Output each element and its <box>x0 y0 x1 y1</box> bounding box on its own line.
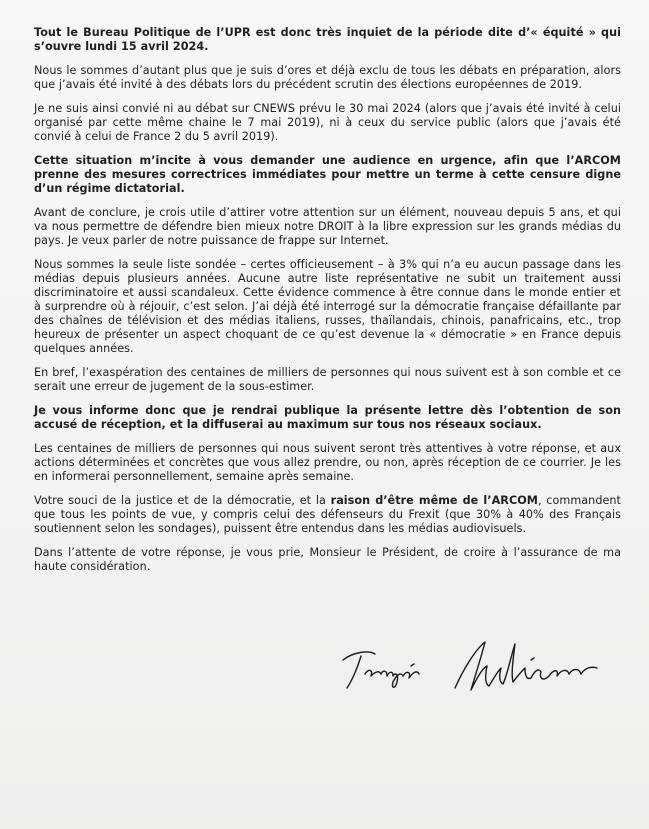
paragraph-closing: Dans l’attente de votre réponse, je vous prie, Monsieur le Président, de croire à l’assurance de ma haute considération. <box>34 546 621 573</box>
paragraph-publication-notice: Je vous informe donc que je rendrai publique la présente lettre dès l’obtention de son accusé de réception, et la diffuserai au maximum sur tous nos réseaux sociaux. <box>34 404 621 431</box>
paragraph-followers-attention: Les centaines de milliers de personnes qui nous suivent seront très attentives à votre réponse, et aux actions déterminées et concrètes que vous allez prendre, ou non, après réception de ce courrier. Je les en informerai personnellement, semaine après semaine. <box>34 442 621 483</box>
justice-text-end: , commandent que tous les points de vue, y compris celui des défenseurs du Frexit (que 30% à 40% des Français soutiennent selon les sondages), puissent être entendus dans les médias audiovisuels. <box>34 494 621 535</box>
paragraph-only-list: Nous sommes la seule liste sondée – certes officieusement – à 3% qui n’a eu aucun passage dans les médias depuis plusieurs années. Aucune autre liste représentative ne subit un traitement aussi discriminatoire et aussi scandaleux. Cette évidence commence à être connue dans le monde entier et à surprendre où à réjouir, c’est selon. J’ai déjà été interrogé sur la démocratie française défaillante par des chaînes de télévision et des médias italiens, russes, thaïlandais, chinois, panafricains, etc., trop heureux de présenter un aspect choquant de ce qu’est devenue la « démocratie » en France depuis quelques années. <box>34 258 621 355</box>
paragraph-internet-power: Avant de conclure, je crois utile d’attirer votre attention sur un élément, nouveau depuis 5 ans, et qui va nous permettre de défendre bien mieux notre DROIT à la libre expression sur les grands médias du pays. Je veux parler de notre puissance de frappe sur Internet. <box>34 206 621 247</box>
paragraph-exasperation: En bref, l’exaspération des centaines de milliers de personnes qui nous suivent est à son comble et ce serait une erreur de jugement de la sous-estimer. <box>34 366 621 393</box>
paragraph-cnews-debate: Je ne suis ainsi convié ni au débat sur CNEWS prévu le 30 mai 2024 (alors que j’avais été invité à celui organisé par cette même chaine le 7 mai 2019), ni à ceux du service public (alors que j’avais été convié à celui de France 2 du 5 avril 2019). <box>34 102 621 143</box>
arcom-reason-bold: raison d’être même de l’ARCOM <box>330 494 538 507</box>
paragraph-excluded-debates: Nous le sommes d’autant plus que je suis d’ores et déjà exclu de tous les débats en préparation, alors que j’avais été invité à des débats lors du précédent scrutin des élections européennes de 2019. <box>34 64 621 91</box>
paragraph-justice-democracy <box>34 494 621 536</box>
paragraph-audience-request: Cette situation m’incite à vous demander une audience en urgence, afin que l’ARCOM prenne des mesures correctrices immédiates pour mettre un terme à cette censure digne d’un régime dictatorial. <box>34 154 621 195</box>
justice-text-start: Votre souci de la justice et de la démocratie, et la <box>34 494 331 507</box>
handwritten-signature <box>335 630 605 710</box>
paragraph-equity-concern: Tout le Bureau Politique de l’UPR est donc très inquiet de la période dite d’« équité » qui s’ouvre lundi 15 avril 2024. <box>34 26 621 53</box>
